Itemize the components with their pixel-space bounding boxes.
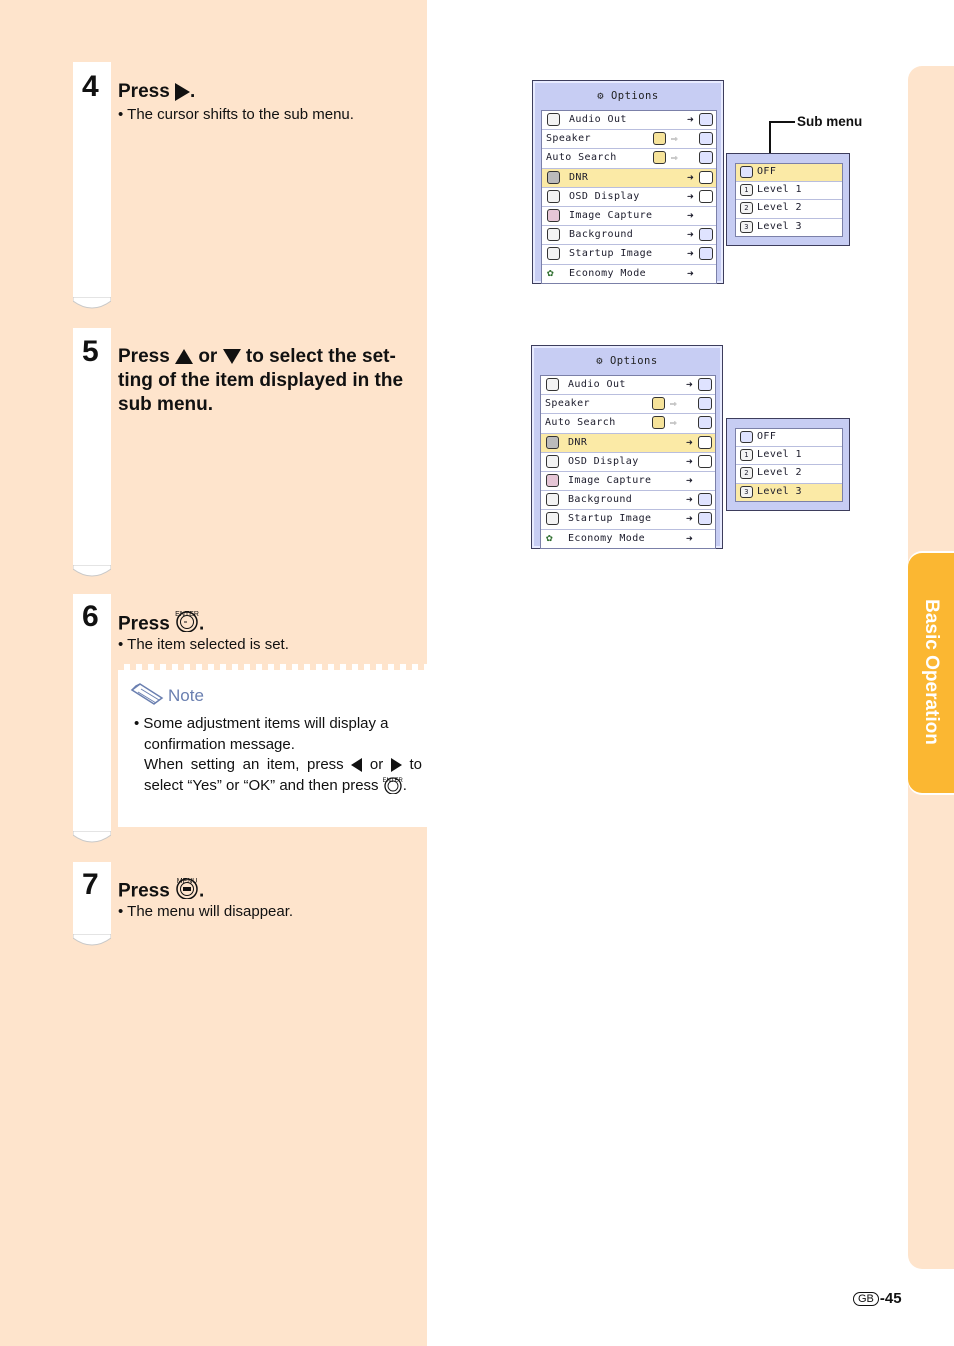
arrow-icon: ➜ [686, 113, 694, 126]
arrow-icon: ⇨ [669, 397, 677, 411]
note-title: Note [168, 686, 204, 705]
osd-item-background[interactable]: Background ➜ [542, 226, 716, 245]
osd-item-startup-image[interactable]: Startup Image ➜ [542, 245, 716, 264]
region-badge: GB [853, 1292, 879, 1306]
leaf-icon: ✿ [547, 265, 555, 279]
callout-line [769, 121, 795, 123]
note-text: • Some adjustment items will display a confirmation message. When setting an item, press or to select “Yes” or “OK” and then press ENTER . [134, 714, 422, 800]
osd-item-list [540, 375, 716, 549]
arrow-icon: ➜ [686, 189, 694, 203]
level-3-icon: 3 [740, 486, 753, 498]
setting-icon [653, 151, 666, 164]
step-7-desc: • The menu will disappear. [118, 903, 294, 920]
level-2-icon: 2 [740, 202, 753, 214]
speaker-icon [698, 378, 712, 391]
step-6-title: Press ENTER . [118, 610, 204, 639]
display-icon [547, 190, 560, 203]
dnr-icon [547, 171, 560, 184]
submenu-panel-1 [726, 153, 850, 246]
step-4-title: Press . [118, 81, 196, 102]
setting-icon [698, 397, 712, 410]
osd-item-economy-mode[interactable]: ✿ Economy Mode ➜ [546, 530, 693, 545]
background-icon [546, 493, 559, 506]
osd-item-osd-display[interactable]: OSD Display ➜ [541, 453, 715, 472]
pencil-icon [130, 680, 166, 706]
submenu-list [735, 163, 843, 237]
osd-item-speaker[interactable]: Speaker ⇨ [541, 395, 715, 414]
display-icon [546, 455, 559, 468]
arrow-icon: ➜ [685, 473, 693, 487]
capture-icon [547, 209, 560, 222]
setting-icon [698, 512, 712, 525]
arrow-icon: ➜ [685, 454, 693, 468]
arrow-icon: ➜ [686, 170, 694, 184]
left-arrow-icon [351, 758, 362, 772]
setting-icon [698, 416, 712, 429]
audio-icon [547, 113, 560, 126]
setting-icon [699, 151, 713, 164]
arrow-icon: ➜ [685, 435, 693, 449]
setting-icon [699, 228, 713, 241]
page-number: GB -45 [853, 1290, 902, 1307]
arrow-icon: ➜ [686, 208, 694, 222]
arrow-icon: ➜ [685, 378, 693, 391]
setting-icon [699, 132, 713, 145]
arrow-icon: ⇨ [669, 416, 677, 430]
arrow-icon: ➜ [686, 228, 694, 242]
display-icon [698, 455, 712, 468]
side-tab-label: Basic Operation [921, 599, 942, 745]
display-icon [699, 190, 713, 203]
background-icon [547, 228, 560, 241]
osd-options-menu-2 [531, 345, 723, 549]
arrow-icon: ⇨ [670, 132, 678, 146]
submenu-panel-2 [726, 418, 850, 511]
osd-item-image-capture[interactable]: Image Capture ➜ [542, 207, 716, 226]
setting-icon [652, 397, 665, 410]
osd-item-audio-out[interactable]: Audio Out ➜ [542, 111, 716, 130]
osd-options-menu-1 [532, 80, 724, 284]
level-3-icon: 3 [740, 221, 753, 233]
step-7-title: Press MENU . [118, 877, 204, 906]
arrow-icon: ➜ [686, 266, 694, 280]
submenu-item-level-1[interactable]: 1 Level 1 [736, 182, 842, 200]
setting-icon [652, 416, 665, 429]
osd-item-dnr[interactable]: DNR ➜ [542, 169, 716, 188]
step-6-number: 6 [82, 600, 99, 633]
submenu-item-off[interactable]: OFF [736, 429, 842, 447]
setting-icon [699, 247, 713, 260]
note-box [118, 664, 427, 827]
step-4-number: 4 [82, 70, 99, 103]
submenu-label: Sub menu [797, 114, 863, 129]
osd-item-background[interactable]: Background ➜ [541, 491, 715, 510]
step-4-desc: • The cursor shifts to the sub menu. [118, 106, 354, 123]
osd-item-list [541, 110, 717, 284]
arrow-icon: ➜ [685, 493, 693, 507]
startup-icon [546, 512, 559, 525]
level-icon [698, 436, 712, 449]
startup-icon [547, 247, 560, 260]
level-2-icon: 2 [740, 467, 753, 479]
down-arrow-icon [223, 349, 241, 364]
enter-button-icon: ENTER [383, 776, 403, 801]
off-icon [740, 431, 753, 443]
submenu-item-level-3[interactable]: 3 Level 3 [736, 484, 842, 501]
level-1-icon: 1 [740, 449, 753, 461]
arrow-icon: ➜ [685, 531, 693, 545]
leaf-icon: ✿ [546, 530, 554, 544]
enter-button-icon: ENTER [175, 610, 199, 639]
speaker-icon [699, 113, 713, 126]
osd-item-dnr[interactable]: DNR ➜ [541, 434, 715, 453]
level-1-icon: 1 [740, 184, 753, 196]
dnr-icon [546, 436, 559, 449]
up-arrow-icon [175, 349, 193, 364]
osd-item-speaker[interactable]: Speaker ⇨ [542, 130, 716, 149]
note-dashed-border [118, 664, 427, 670]
setting-icon [653, 132, 666, 145]
osd-title: ⚙ Options [597, 90, 659, 102]
submenu-item-level-2[interactable]: 2 Level 2 [736, 465, 842, 483]
submenu-item-level-3[interactable]: 3 Level 3 [736, 219, 842, 236]
arrow-icon: ⇨ [670, 151, 678, 165]
level-icon [699, 171, 713, 184]
osd-item-osd-display[interactable]: OSD Display ➜ [542, 188, 716, 207]
arrow-icon: ➜ [686, 247, 694, 261]
arrow-icon: ➜ [685, 512, 693, 526]
submenu-item-level-1[interactable]: 1 Level 1 [736, 447, 842, 465]
off-icon [740, 166, 753, 178]
audio-icon [546, 378, 559, 391]
callout-line [769, 121, 771, 153]
right-arrow-icon [175, 83, 190, 101]
step-5-number: 5 [82, 335, 99, 368]
step-5-title: Press or to select the set-ting of the item displayed in the sub menu. [118, 346, 404, 415]
osd-item-startup-image[interactable]: Startup Image ➜ [541, 510, 715, 529]
osd-item-image-capture[interactable]: Image Capture ➜ [541, 472, 715, 491]
setting-icon [698, 493, 712, 506]
submenu-list [735, 428, 843, 502]
osd-item-economy-mode[interactable]: ✿ Economy Mode ➜ [547, 265, 694, 280]
submenu-item-off[interactable]: OFF [736, 164, 842, 182]
osd-item-auto-search[interactable]: Auto Search ⇨ [541, 414, 715, 433]
step-6-desc: • The item selected is set. [118, 636, 289, 653]
submenu-item-level-2[interactable]: 2 Level 2 [736, 200, 842, 218]
osd-item-auto-search[interactable]: Auto Search ⇨ [542, 149, 716, 168]
step-7-number: 7 [82, 868, 99, 901]
osd-title: ⚙ Options [596, 355, 658, 367]
osd-item-audio-out[interactable]: Audio Out ➜ [541, 376, 715, 395]
menu-button-icon: MENU [175, 877, 199, 906]
capture-icon [546, 474, 559, 487]
